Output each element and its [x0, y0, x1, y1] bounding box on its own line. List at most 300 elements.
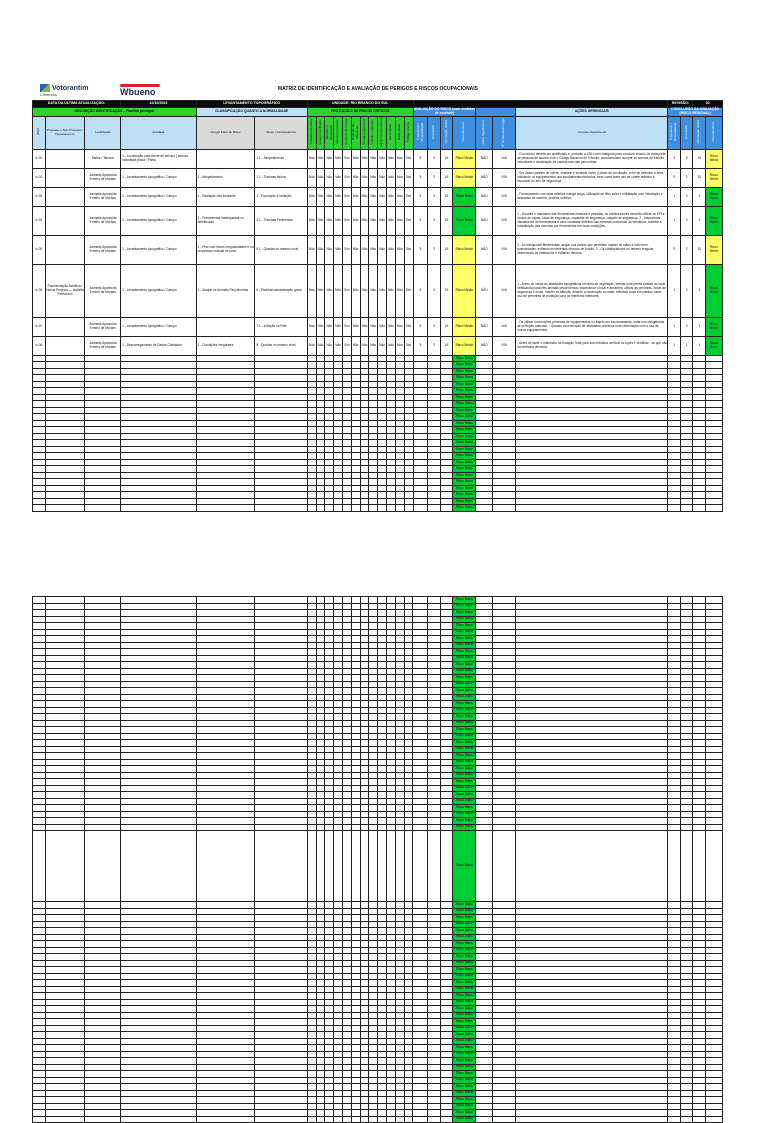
- cell-critico: Não: [360, 206, 369, 235]
- cell-critico: Não: [360, 149, 369, 168]
- cell-nivel-risco: Risco Baixo: [453, 629, 476, 636]
- cell-critico: Sim: [404, 168, 413, 187]
- cell-gravidade: 3: [428, 187, 441, 206]
- cell-empty: [378, 505, 387, 512]
- cell-subprocesso: [45, 168, 85, 187]
- cell-r-frequencia: 1: [668, 187, 681, 206]
- cell-pontuacao: 15: [440, 149, 453, 168]
- cell-critico: Sim: [404, 149, 413, 168]
- cell-empty: [668, 505, 681, 512]
- cell-empty: [369, 831, 378, 902]
- cell-critico: Não: [325, 235, 334, 264]
- page-title: MATRIZ DE IDENTIFICAÇÃO E AVALIAÇÃO DE PERIGOS E RISCOS OCUPACIONAIS: [278, 86, 479, 92]
- cell-empty: [668, 1116, 681, 1123]
- cell-nivel-risco: Risco Baixo: [453, 986, 476, 993]
- cell-perigo: [196, 317, 255, 336]
- cell-nivel-risco: Risco Baixo: [453, 960, 476, 967]
- cell-critico: Não: [360, 336, 369, 355]
- cell-r-pontuacao: 3: [693, 264, 706, 317]
- cell-item: iv-07: [33, 317, 46, 336]
- cell-empty: [351, 505, 360, 512]
- cell-nivel-risco: Risco Baixo: [453, 779, 476, 786]
- cell-empty: [693, 1116, 706, 1123]
- cell-critico: Não: [325, 264, 334, 317]
- cell-critico: Não: [334, 149, 343, 168]
- cell-controle: - Antes de fazer o manuseio na Estação Total para sua estrutura verificar os tripés e certificar - se que não há melhoria devoluta.: [516, 336, 668, 355]
- cell-subprocesso: [45, 317, 85, 336]
- cell-critico: Não: [307, 264, 316, 317]
- cell-critico: Sim: [343, 235, 352, 264]
- cell-r-frequencia: 5: [668, 235, 681, 264]
- cell-nivel-risco: Risco Baixo: [453, 1032, 476, 1039]
- cell-critico: Não: [386, 206, 395, 235]
- cell-risco: 6 - Picadas/contaminação grave: [255, 264, 307, 317]
- cell-nivel-risco: Risco Baixo: [453, 1077, 476, 1084]
- cell-pontuacao: 15: [440, 235, 453, 264]
- group-acoes: AÇÕES GERENCIAIS: [516, 108, 668, 117]
- cell-critico: Não: [325, 317, 334, 336]
- cell-nivel-risco: Risco Baixo: [453, 915, 476, 922]
- cell-empty: [680, 1116, 693, 1123]
- cell-empty: [706, 505, 723, 512]
- cell-empty: [378, 831, 387, 902]
- cell-risco: 5.1 - Quedas do mesmo nível: [255, 235, 307, 264]
- cell-empty: [428, 1116, 441, 1123]
- cell-critico: Sim: [404, 187, 413, 206]
- cell-empty: [404, 831, 413, 902]
- cell-nivel-risco: Risco Baixo: [453, 388, 476, 395]
- table-row: [33, 206, 723, 235]
- cell-empty: [351, 831, 360, 902]
- cell-critico: Sim: [404, 317, 413, 336]
- cell-significativo: NÃO: [476, 264, 493, 317]
- group-avaliacao: AVALIAÇÃO DO RISCO (com medidas de controle): [413, 107, 475, 115]
- cell-atividade: 1 - Levantamento topográfico / Campo: [121, 187, 197, 206]
- cell-perigo: 1 - Ataque de Animais Peçonhentos: [196, 264, 255, 317]
- cell-r-pontuacao: 10: [693, 235, 706, 264]
- cell-nivel-risco: Risco Baixo: [453, 414, 476, 421]
- cell-empty: [369, 505, 378, 512]
- col-critico-2: [325, 117, 334, 150]
- cell-requisito: N/A: [493, 149, 516, 168]
- col-critico-5: [351, 117, 360, 150]
- cell-localizacao: Jucinelia Aparecida Ermírio de Moraes: [85, 168, 121, 187]
- col-critico-4-label: Içamento de Cargas: [344, 118, 348, 146]
- date-label: DATA DA ÚLTIMA ATUALIZAÇÃO:: [33, 101, 121, 108]
- cell-critico: Não: [325, 336, 334, 355]
- cell-subprocesso: [45, 187, 85, 206]
- cell-nivel-risco: Risco Baixo: [453, 1025, 476, 1032]
- cell-risco: 1.1 - Atropelamento: [255, 149, 307, 168]
- cell-critico: Não: [316, 149, 325, 168]
- cell-gravidade: 3: [428, 264, 441, 317]
- cell-nivel-risco: Risco Baixo: [453, 433, 476, 440]
- col-critico-8: [378, 117, 387, 150]
- cell-controle: 1 - Durante o manuseio das ferramentas manuais e pesadas, os colaboradores deverão utilizar os EPI's: óculos de capas, luvas de segurança, capacete de segurança, calçado de segurança. 2 - Inspecionar visualmente as ferramentas e caso constatar defeitos nas mesmas comunicar ao mecânico, solicitar a substituição das mesmas por ferramentas em boas condições.: [516, 206, 668, 235]
- cell-nivel-risco: Risco Baixo: [453, 947, 476, 954]
- cell-empty: [476, 505, 493, 512]
- table-row: [33, 264, 723, 317]
- cell-empty: [85, 1116, 121, 1123]
- cell-empty: [387, 1116, 396, 1123]
- cell-critico: Não: [351, 317, 360, 336]
- cell-gravidade: 3: [428, 149, 441, 168]
- cell-pontuacao: 15: [440, 168, 453, 187]
- cell-nivel-risco: Risco Baixo: [453, 401, 476, 408]
- cell-critico: Sim: [404, 336, 413, 355]
- cell-critico: Não: [395, 206, 404, 235]
- cell-requisito: N/A: [493, 168, 516, 187]
- table-row: [33, 317, 723, 336]
- cell-critico: Não: [386, 317, 395, 336]
- cell-critico: Não: [307, 168, 316, 187]
- cell-nivel-risco: Risco Baixo: [453, 459, 476, 466]
- cell-frequencia: 5: [413, 336, 428, 355]
- cell-nivel-risco: Risco Baixo: [453, 1110, 476, 1117]
- cell-critico: Não: [307, 336, 316, 355]
- cell-nivel-risco: Risco Baixo: [453, 453, 476, 460]
- cell-critico: Não: [316, 264, 325, 317]
- cell-critico: Não: [386, 187, 395, 206]
- cell-empty: [255, 505, 307, 512]
- votorantim-logo: [40, 84, 88, 97]
- cell-nivel-risco: Risco Baixo: [453, 1038, 476, 1045]
- cell-nivel-risco: Risco Baixo: [453, 818, 476, 825]
- cell-nivel-risco: Risco Médio: [453, 317, 476, 336]
- cell-empty: [307, 1116, 316, 1123]
- cell-nivel-risco: Risco Baixo: [453, 407, 476, 414]
- cell-nivel-risco: Risco Baixo: [453, 1019, 476, 1026]
- cell-critico: Não: [386, 336, 395, 355]
- col-critico-3-label: Veículos Pesados: [335, 120, 340, 144]
- cell-nivel-risco: Risco Baixo: [453, 479, 476, 486]
- cell-critico: Não: [378, 336, 387, 355]
- cell-empty: [307, 505, 316, 512]
- cell-r-nivel-risco: Risco Médio: [706, 235, 723, 264]
- cell-empty: [334, 831, 343, 902]
- cell-critico: Não: [307, 149, 316, 168]
- cell-requisito: N/A: [493, 187, 516, 206]
- cell-empty: [493, 1116, 516, 1123]
- cell-critico: Sim: [343, 317, 352, 336]
- cell-pontuacao: 15: [440, 336, 453, 355]
- cell-frequencia: 5: [413, 149, 428, 168]
- col-requisito: [493, 117, 516, 150]
- cell-critico: Não: [316, 317, 325, 336]
- cell-empty: [255, 1116, 307, 1123]
- cell-critico: Não: [351, 149, 360, 168]
- cell-atividade: 1 - Levantamento topográfico / Campo: [121, 317, 197, 336]
- cell-empty: [307, 831, 316, 902]
- cell-r-pontuacao: 10: [693, 168, 706, 187]
- col-requisito-label: Nº do Requisito Legal: [501, 117, 506, 147]
- cell-critico: Não: [360, 187, 369, 206]
- cell-nivel-risco: Risco Baixo: [453, 1097, 476, 1104]
- cell-gravidade: 3: [428, 168, 441, 187]
- cell-nivel-risco: Risco Baixo: [453, 928, 476, 935]
- cell-r-nivel-risco: Risco Baixo: [706, 264, 723, 317]
- cell-r-nivel-risco: Risco Baixo: [706, 336, 723, 355]
- cell-nivel-risco: Risco Baixo: [453, 688, 476, 695]
- cell-critico: Não: [369, 235, 378, 264]
- col-critico-5-label: Proteção de Máquinas: [350, 123, 359, 141]
- cell-critico: Não: [395, 336, 404, 355]
- cell-r-nivel-risco: Risco Baixo: [706, 187, 723, 206]
- cell-controle: - Ser usado paletes de colete, sinalizar e localizar como o plano de circulação, a fim de delimitar a área, utilizando os equipamentos dos equipamentos/veículos, bem como fazer uso de colete refletivo e escorado no ano de segurança.: [516, 168, 668, 187]
- col-nivel-label: Nível de Risco: [461, 122, 466, 142]
- cell-frequencia: 5: [413, 168, 428, 187]
- cell-nivel-risco: Risco Baixo: [453, 446, 476, 453]
- col-r-gravidade-label: Gravidade: [683, 125, 688, 139]
- cell-nivel-risco: Risco Baixo: [453, 668, 476, 675]
- cell-empty: [316, 1116, 325, 1123]
- cell-nivel-risco: Risco Baixo: [453, 440, 476, 447]
- cell-nivel-risco: Risco Baixo: [453, 980, 476, 987]
- cell-atividade: 1 - Levantamento topográfico / Campo: [121, 168, 197, 187]
- cell-critico: Sim: [343, 187, 352, 206]
- cell-localizacao: Jucinelia Aparecida Ermírio de Moraes: [85, 206, 121, 235]
- cell-pontuacao: 15: [440, 317, 453, 336]
- cell-empty: [360, 1116, 369, 1123]
- cell-nivel-risco: Risco Baixo: [453, 714, 476, 721]
- cell-nivel-risco: Risco Baixo: [453, 187, 476, 206]
- cell-pontuacao: 15: [440, 187, 453, 206]
- cell-item: iv-08: [33, 336, 46, 355]
- col-r-frequencia-label: Frequência / Probabilidade: [669, 122, 678, 142]
- cell-critico: Não: [334, 336, 343, 355]
- table-row: [33, 149, 723, 168]
- cell-nivel-risco: Risco Baixo: [453, 597, 476, 604]
- cell-critico: Não: [369, 206, 378, 235]
- cell-perigo: 1 - Atropelamento: [196, 168, 255, 187]
- cell-significativo: NÃO: [476, 317, 493, 336]
- cell-critico: Sim: [343, 264, 352, 317]
- col-r-frequencia: [668, 117, 681, 150]
- cell-empty: [325, 1116, 334, 1123]
- cell-nivel-risco: Risco Baixo: [453, 727, 476, 734]
- cell-critico: Não: [378, 264, 387, 317]
- cell-nivel-risco: Risco Baixo: [453, 805, 476, 812]
- cell-atividade: 1 - Levantamento topográfico / Campo: [121, 264, 197, 317]
- col-r-nivel: [706, 117, 723, 150]
- cell-critico: Não: [325, 187, 334, 206]
- cell-nivel-risco: Risco Baixo: [453, 785, 476, 792]
- group-protocolo: PROTOCOLO DE RISCOS CRÍTICOS: [307, 108, 413, 117]
- table-row-empty: [33, 505, 723, 512]
- brand2-name: Wbueno: [120, 87, 156, 97]
- matrix-sheet-top: [32, 100, 723, 512]
- cell-nivel-risco: Risco Baixo: [453, 368, 476, 375]
- col-critico-11-label: Tráfego Interno: [405, 121, 410, 143]
- cell-nivel-risco: Risco Baixo: [453, 1064, 476, 1071]
- cell-empty: [369, 1116, 378, 1123]
- cell-nivel-risco: Risco Baixo: [453, 733, 476, 740]
- cell-nivel-risco: Risco Baixo: [453, 355, 476, 362]
- cell-nivel-risco: Risco Baixo: [453, 921, 476, 928]
- col-controle: Controle Operacional: [516, 117, 668, 150]
- cell-nivel-risco: Risco Baixo: [453, 420, 476, 427]
- cell-r-pontuacao: 1: [693, 336, 706, 355]
- cell-atividade: 1 - Locomoção para frente de serviço ( veículo, industriais placa / Pista): [121, 149, 197, 168]
- cell-critico: Não: [378, 168, 387, 187]
- cell-critico: Não: [316, 206, 325, 235]
- cell-empty: [196, 1116, 255, 1123]
- cell-nivel-risco: Risco Baixo: [453, 675, 476, 682]
- cell-nivel-risco: Risco Baixo: [453, 662, 476, 669]
- cell-critico: Não: [351, 264, 360, 317]
- col-critico-3: [334, 117, 343, 150]
- cell-significativo: NÃO: [476, 336, 493, 355]
- cell-empty: [378, 1116, 387, 1123]
- cell-nivel-risco: Risco Baixo: [453, 973, 476, 980]
- cell-empty: [680, 831, 693, 902]
- cell-empty: [706, 1116, 723, 1123]
- cell-requisito: N/A: [493, 317, 516, 336]
- cell-empty: [693, 505, 706, 512]
- cell-nivel-risco: Risco Baixo: [453, 1051, 476, 1058]
- cell-empty: [121, 1116, 197, 1123]
- cell-requisito: N/A: [493, 206, 516, 235]
- cell-r-frequencia: 3: [668, 149, 681, 168]
- cell-nivel-risco: Risco Baixo: [453, 427, 476, 434]
- cell-nivel-risco: Risco Baixo: [453, 1006, 476, 1013]
- cell-empty: [85, 831, 121, 902]
- group-residual: CONCLUSÃO DA AVALIAÇÃO (RISCO RESIDUAL): [668, 108, 723, 117]
- cell-empty: [516, 831, 668, 902]
- col-critico-9: [386, 117, 395, 150]
- col-item: [33, 117, 46, 150]
- cell-nivel-risco: Risco Baixo: [453, 1103, 476, 1110]
- cell-critico: Sim: [343, 206, 352, 235]
- cell-empty: [325, 505, 334, 512]
- col-localizacao: Localização: [85, 117, 121, 150]
- cell-empty: [516, 1116, 668, 1123]
- col-critico-11: [404, 117, 413, 150]
- col-critico-1: [316, 117, 325, 150]
- cell-empty: [85, 505, 121, 512]
- cell-requisito: N/A: [493, 336, 516, 355]
- cell-nivel-risco: Risco Baixo: [453, 492, 476, 499]
- col-pontuacao-label: Pontuação obtida: [443, 120, 448, 144]
- cell-critico: Não: [395, 317, 404, 336]
- cell-critico: Não: [325, 168, 334, 187]
- cell-empty: [33, 505, 46, 512]
- cell-atividade: 1 - Levantamento topográfico / Campo: [121, 206, 197, 235]
- cell-nivel-risco: Risco Médio: [453, 168, 476, 187]
- cell-empty: [343, 505, 352, 512]
- cell-item: iv-04: [33, 206, 46, 235]
- table-row-empty: [33, 1116, 723, 1123]
- cell-nivel-risco: Risco Baixo: [453, 362, 476, 369]
- cell-item: iv-05: [33, 235, 46, 264]
- cell-critico: Sim: [343, 149, 352, 168]
- cell-critico: Não: [325, 149, 334, 168]
- cell-critico: Não: [351, 168, 360, 187]
- cell-empty: [413, 505, 428, 512]
- cell-pontuacao: 15: [440, 206, 453, 235]
- cell-localizacao: Jucinelia Aparecida Ermírio de Moraes: [85, 264, 121, 317]
- cell-empty: [706, 831, 723, 902]
- cell-empty: [404, 1116, 413, 1123]
- cell-empty: [440, 831, 453, 902]
- cell-localizacao: Jucinelia Aparecida Ermírio de Moraes: [85, 336, 121, 355]
- cell-frequencia: 5: [413, 317, 428, 336]
- col-critico-0-label: Trabalho em Altura: [308, 119, 313, 145]
- cell-critico: Não: [386, 149, 395, 168]
- cell-nivel-risco: Risco Baixo: [453, 934, 476, 941]
- cell-nivel-risco: Risco Baixo: [453, 610, 476, 617]
- col-critico-7-label: Trabalho a Quente: [370, 119, 375, 145]
- cell-empty: [360, 831, 369, 902]
- cell-frequencia: 5: [413, 264, 428, 317]
- unidade-label: UNIDADE: RIO BRANCO DO SUL: [307, 101, 413, 108]
- cell-nivel-risco: Risco Baixo: [453, 941, 476, 948]
- col-critico-10: [395, 117, 404, 150]
- cell-empty: [440, 1116, 453, 1123]
- cell-critico: Não: [334, 317, 343, 336]
- revisao-value: 02: [693, 101, 723, 108]
- cell-nivel-risco: Risco Baixo: [453, 954, 476, 961]
- col-r-pontuacao: [693, 117, 706, 150]
- cell-atividade: 1 - Levantamento topográfico / Campo: [121, 235, 197, 264]
- cell-empty: [196, 505, 255, 512]
- cell-critico: Não: [369, 336, 378, 355]
- cell-r-frequencia: 1: [668, 206, 681, 235]
- cell-r-pontuacao: 3: [693, 187, 706, 206]
- col-frequencia: [413, 117, 428, 150]
- cell-risco: 7.1 - Irritação na Pele: [255, 317, 307, 336]
- col-r-pontuacao-label: Pontuação obtida: [696, 120, 701, 144]
- cell-perigo: 1 - Ferramentas inadequadas ou defeituosas: [196, 206, 255, 235]
- cell-significativo: NÃO: [476, 235, 493, 264]
- cell-significativo: NÃO: [476, 206, 493, 235]
- cell-nivel-risco: Risco Baixo: [453, 707, 476, 714]
- cell-critico: Não: [307, 206, 316, 235]
- cell-risco: 1.1 - Traumas físicos: [255, 168, 307, 187]
- cell-critico: Sim: [404, 264, 413, 317]
- cell-r-gravidade: 2: [680, 168, 693, 187]
- col-critico-9-label: Escavações: [387, 123, 392, 141]
- cell-nivel-risco: Risco Baixo: [453, 1090, 476, 1097]
- cell-critico: Não: [360, 317, 369, 336]
- col-critico-6: [360, 117, 369, 150]
- cell-item: iv-02: [33, 168, 46, 187]
- cell-nivel-risco: Risco Baixo: [453, 753, 476, 760]
- cell-empty: [45, 505, 85, 512]
- cell-nivel-risco: Risco Baixo: [453, 902, 476, 909]
- cell-empty: [196, 831, 255, 902]
- group-spacer: [476, 108, 516, 117]
- cell-significativo: NÃO: [476, 168, 493, 187]
- col-critico-7: [369, 117, 378, 150]
- group-classificacao: CLASSIFICAÇÃO QUANTO À NORMALIDADE: [196, 108, 307, 117]
- cell-nivel-risco: Risco Baixo: [453, 993, 476, 1000]
- cell-subprocesso: [45, 206, 85, 235]
- group-identificacao: DESCRIÇÃO IDENTIFICAÇÃO – Planilha principal: [33, 108, 197, 117]
- cell-empty: [413, 831, 428, 902]
- cell-critico: Não: [334, 206, 343, 235]
- cell-perigo: 1 - Radiação não ionizante: [196, 187, 255, 206]
- cell-empty: [343, 1116, 352, 1123]
- cell-empty: [395, 505, 404, 512]
- cell-empty: [680, 505, 693, 512]
- cell-empty: [334, 1116, 343, 1123]
- cell-empty: [516, 505, 668, 512]
- cell-nivel-risco: Risco Baixo: [453, 1084, 476, 1091]
- cell-frequencia: 5: [413, 187, 428, 206]
- cell-perigo: [196, 149, 255, 168]
- cell-nivel-risco: Risco Baixo: [453, 766, 476, 773]
